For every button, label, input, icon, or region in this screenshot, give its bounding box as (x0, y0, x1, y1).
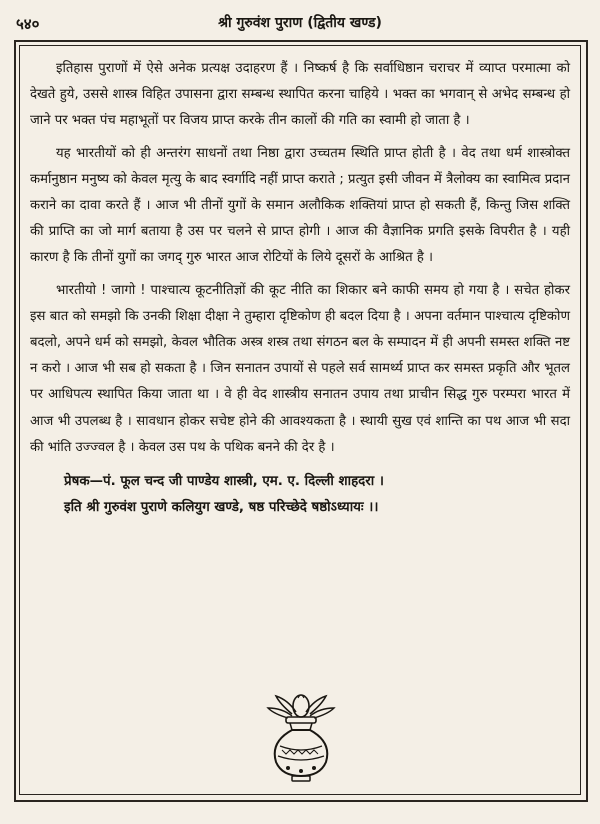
sender-line: प्रेषक—पं. फूल चन्द जी पाण्डेय शास्त्री, एम. ए. दिल्ली शाहदरा । (64, 474, 384, 490)
paragraph-1: इतिहास पुराणों में ऐसे अनेक प्रत्यक्ष उदाहरण हैं । निष्कर्ष है कि सर्वाधिष्ठान चराचर में व्याप्त परमात्मा को देखते हुये, उससे शास्त्र विहित उपासना द्वारा सम्बन्ध स्थापित करना चाहिये । भक्त का भगवान् से अभेद सम्बन्ध हो जाने पर भक्त पंच महाभूतों पर विजय प्राप्त करके तीन कालों की गति का स्वामी हो जाता है । (30, 61, 570, 129)
paragraph-3: भारतीयो ! जागो ! पाश्चात्य कूटनीतिज्ञों की कूट नीति का शिकार बने काफी समय हो गया है । सचेत होकर इस बात को समझो कि उनकी शिक्षा दीक्षा ने तुम्हारा दृष्टिकोण ही बदल दिया है । अपना वर्तमान पाश्चात्य दृष्टिकोण बदलो, अपने धर्म को समझो, केवल भौतिक अस्त्र शस्त्र तथा संगठन बल के सम्पादन में ही अपनी समस्त शक्ति नष्ट न करो । आज भी सब हो सकता है । जिन सनातन उपायों से पहले सर्व सामर्थ्य प्राप्त कर समस्त प्रकृति और भूतल पर आधिपत्य स्थापित किया जाता था । वे ही वेद शास्त्रीय सनातन उपाय तथा प्राचीन सिद्ध गुरु परम्परा भारत में आज भी उपलब्ध है । सावधान होकर सचेष्ट होने की आवश्यकता है । स्थायी सुख एवं शान्ति का पथ आज भी सदा की भांति उज्ज्वल है । केवल उस पथ के पथिक बनने की देर है । (30, 282, 570, 455)
colophon-line: इति श्री गुरुवंश पुराणे कलियुग खण्डे, षष्ठ परिच्छेदे षष्ठोऽध्यायः ।। (64, 500, 379, 516)
kalash-icon (262, 684, 340, 784)
paragraph-2: यह भारतीयों को ही अन्तरंग साधनों तथा निष्ठा द्वारा उच्चतम स्थिति प्राप्त होती है । वेद तथा धर्म शास्त्रोक्त कर्मानुष्ठान मनुष्य को केवल मृत्यु के बाद स्वर्गादि नहीं प्राप्त कराते ; प्रत्युत इसी जीवन में त्रैलोक्य का स्वामित्व प्रदान कराने का दावा करते हैं । आज भी तीनों युगों के समान अलौकिक शक्तियां प्राप्त हो सकती हैं, किन्तु जिस शक्ति की प्राप्ति का जो मार्ग बताया है उस पर चलने से प्राप्त होगी । आज की वैज्ञानिक प्रगति इसके विपरीत है । यही कारण है कि तीनों युगों का जगद् गुरु भारत आज रोटियों के लिये दूसरों के आश्रित है । (30, 145, 570, 266)
page-number: ५४० (16, 15, 40, 33)
running-title: श्री गुरुवंश पुराण (द्वितीय खण्ड) (218, 15, 382, 31)
page-body (30, 56, 570, 521)
page-header (0, 0, 600, 40)
